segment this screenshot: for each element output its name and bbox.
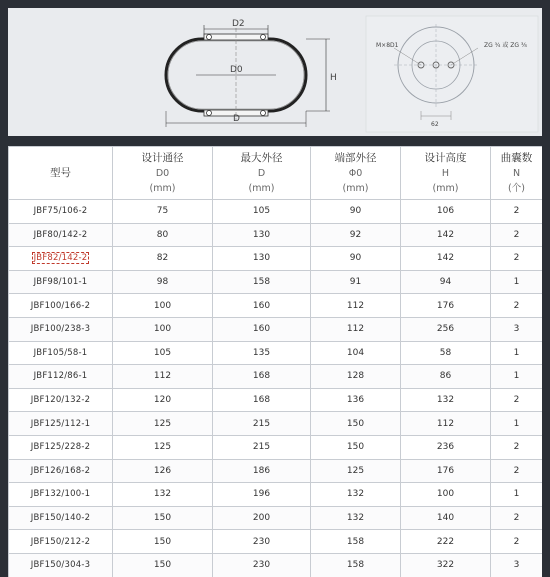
- cell-d0: 120: [113, 388, 213, 412]
- cell-d0: 125: [113, 435, 213, 459]
- cell-h: 222: [401, 530, 491, 554]
- cell-n: 1: [491, 365, 543, 389]
- cell-n: 1: [491, 270, 543, 294]
- spec-table: [8, 146, 542, 577]
- port-right-label: ZG ¾ 或 ZG ⅜: [484, 42, 527, 49]
- cell-h: 176: [401, 459, 491, 483]
- cell-h: 100: [401, 483, 491, 507]
- cell-d0: 126: [113, 459, 213, 483]
- cell-h: 132: [401, 388, 491, 412]
- side-view: [166, 19, 337, 127]
- cell-d: 160: [213, 317, 311, 341]
- header-row: [9, 147, 543, 200]
- cell-h: 112: [401, 412, 491, 436]
- h-label: H: [330, 73, 337, 83]
- cell-model: JBF100/166-2: [9, 294, 113, 318]
- cell-d: 196: [213, 483, 311, 507]
- cell-n: 2: [491, 247, 543, 271]
- table-row: [9, 341, 543, 365]
- cell-phi: 90: [311, 200, 401, 224]
- cell-model: JBF150/304-3: [9, 553, 113, 577]
- cell-n: 2: [491, 223, 543, 247]
- cell-d0: 98: [113, 270, 213, 294]
- cell-d: 215: [213, 435, 311, 459]
- cell-d: 130: [213, 223, 311, 247]
- cell-phi: 158: [311, 553, 401, 577]
- cell-phi: 132: [311, 483, 401, 507]
- cell-d: 168: [213, 365, 311, 389]
- bottom-dim-label: 62: [431, 121, 439, 128]
- cell-n: 2: [491, 294, 543, 318]
- cell-model: JBF132/100-1: [9, 483, 113, 507]
- cell-h: 140: [401, 506, 491, 530]
- cell-d0: 112: [113, 365, 213, 389]
- table-row: [9, 553, 543, 577]
- d-label: D: [233, 114, 240, 124]
- cell-n: 2: [491, 459, 543, 483]
- cell-h: 58: [401, 341, 491, 365]
- cell-h: 142: [401, 223, 491, 247]
- cell-n: 2: [491, 200, 543, 224]
- table-row: [9, 459, 543, 483]
- cell-d0: 132: [113, 483, 213, 507]
- cell-n: 1: [491, 412, 543, 436]
- table-row: [9, 483, 543, 507]
- cell-phi: 112: [311, 294, 401, 318]
- cell-d0: 150: [113, 553, 213, 577]
- cell-model: JBF98/101-1: [9, 270, 113, 294]
- cell-d: 200: [213, 506, 311, 530]
- spec-table-container: [8, 146, 542, 577]
- cell-model: JBF125/112-1: [9, 412, 113, 436]
- cell-d0: 80: [113, 223, 213, 247]
- cell-h: 86: [401, 365, 491, 389]
- cell-n: 2: [491, 388, 543, 412]
- d2-label: D2: [232, 19, 245, 29]
- cell-d: 215: [213, 412, 311, 436]
- cell-d0: 100: [113, 294, 213, 318]
- cell-phi: 150: [311, 412, 401, 436]
- top-bolt-left: [207, 35, 212, 40]
- top-bolt-right: [261, 35, 266, 40]
- cell-model: JBF125/228-2: [9, 435, 113, 459]
- cell-model: JBF80/142-2: [9, 223, 113, 247]
- cell-d0: 75: [113, 200, 213, 224]
- cell-d: 135: [213, 341, 311, 365]
- cell-n: 1: [491, 483, 543, 507]
- cell-model: JBF120/132-2: [9, 388, 113, 412]
- table-row: [9, 412, 543, 436]
- table-row: [9, 247, 543, 271]
- air-spring-drawing: [8, 8, 542, 136]
- table-row: [9, 365, 543, 389]
- cell-phi: 132: [311, 506, 401, 530]
- cell-d: 130: [213, 247, 311, 271]
- port-left-label: M×8D1: [376, 42, 399, 49]
- table-row: [9, 317, 543, 341]
- cell-n: 3: [491, 317, 543, 341]
- bottom-bolt-right: [261, 111, 266, 116]
- table-row: [9, 223, 543, 247]
- cell-h: 94: [401, 270, 491, 294]
- cell-d: 158: [213, 270, 311, 294]
- table-row: [9, 435, 543, 459]
- table-row: [9, 388, 543, 412]
- cell-d0: 150: [113, 530, 213, 554]
- top-view: [366, 16, 538, 132]
- table-row: [9, 506, 543, 530]
- d0-label: D0: [230, 65, 243, 75]
- cell-n: 2: [491, 530, 543, 554]
- spec-table-body: [9, 200, 543, 577]
- cell-model: JBF75/106-2: [9, 200, 113, 224]
- cell-d: 105: [213, 200, 311, 224]
- cell-phi: 92: [311, 223, 401, 247]
- cell-d: 160: [213, 294, 311, 318]
- cell-model: JBF105/58-1: [9, 341, 113, 365]
- cell-h: 256: [401, 317, 491, 341]
- cell-n: 2: [491, 506, 543, 530]
- header-convolution-count: 曲囊数 N (个): [491, 147, 543, 200]
- table-row: [9, 270, 543, 294]
- technical-drawing-panel: [8, 8, 542, 136]
- cell-n: 1: [491, 341, 543, 365]
- table-row: [9, 294, 543, 318]
- cell-n: 3: [491, 553, 543, 577]
- cell-phi: 125: [311, 459, 401, 483]
- table-row: [9, 200, 543, 224]
- highlighted-model-text[interactable]: JBF82/142-2: [33, 253, 88, 264]
- cell-h: 106: [401, 200, 491, 224]
- cell-phi: 104: [311, 341, 401, 365]
- header-design-height: 设计高度 H (mm): [401, 147, 491, 200]
- cell-d0: 150: [113, 506, 213, 530]
- cell-model: JBF150/140-2: [9, 506, 113, 530]
- cell-d: 168: [213, 388, 311, 412]
- cell-n: 2: [491, 435, 543, 459]
- table-row: [9, 530, 543, 554]
- cell-d0: 82: [113, 247, 213, 271]
- cell-phi: 112: [311, 317, 401, 341]
- cell-model: JBF100/238-3: [9, 317, 113, 341]
- cell-d0: 100: [113, 317, 213, 341]
- cell-h: 142: [401, 247, 491, 271]
- cell-phi: 150: [311, 435, 401, 459]
- cell-h: 176: [401, 294, 491, 318]
- cell-d0: 125: [113, 412, 213, 436]
- cell-d: 230: [213, 530, 311, 554]
- header-model: 型号: [9, 147, 113, 200]
- cell-h: 322: [401, 553, 491, 577]
- cell-h: 236: [401, 435, 491, 459]
- header-max-outer-diameter: 最大外径 D (mm): [213, 147, 311, 200]
- cell-d: 230: [213, 553, 311, 577]
- cell-model: JBF112/86-1: [9, 365, 113, 389]
- cell-model-highlighted[interactable]: [9, 247, 113, 271]
- cell-model: JBF150/212-2: [9, 530, 113, 554]
- cell-model: JBF126/168-2: [9, 459, 113, 483]
- header-design-bore: 设计通径 D0 (mm): [113, 147, 213, 200]
- cell-d0: 105: [113, 341, 213, 365]
- header-end-outer-diameter: 端部外径 Φ0 (mm): [311, 147, 401, 200]
- cell-d: 186: [213, 459, 311, 483]
- cell-phi: 91: [311, 270, 401, 294]
- cell-phi: 136: [311, 388, 401, 412]
- cell-phi: 128: [311, 365, 401, 389]
- cell-phi: 158: [311, 530, 401, 554]
- cell-phi: 90: [311, 247, 401, 271]
- bottom-bolt-left: [207, 111, 212, 116]
